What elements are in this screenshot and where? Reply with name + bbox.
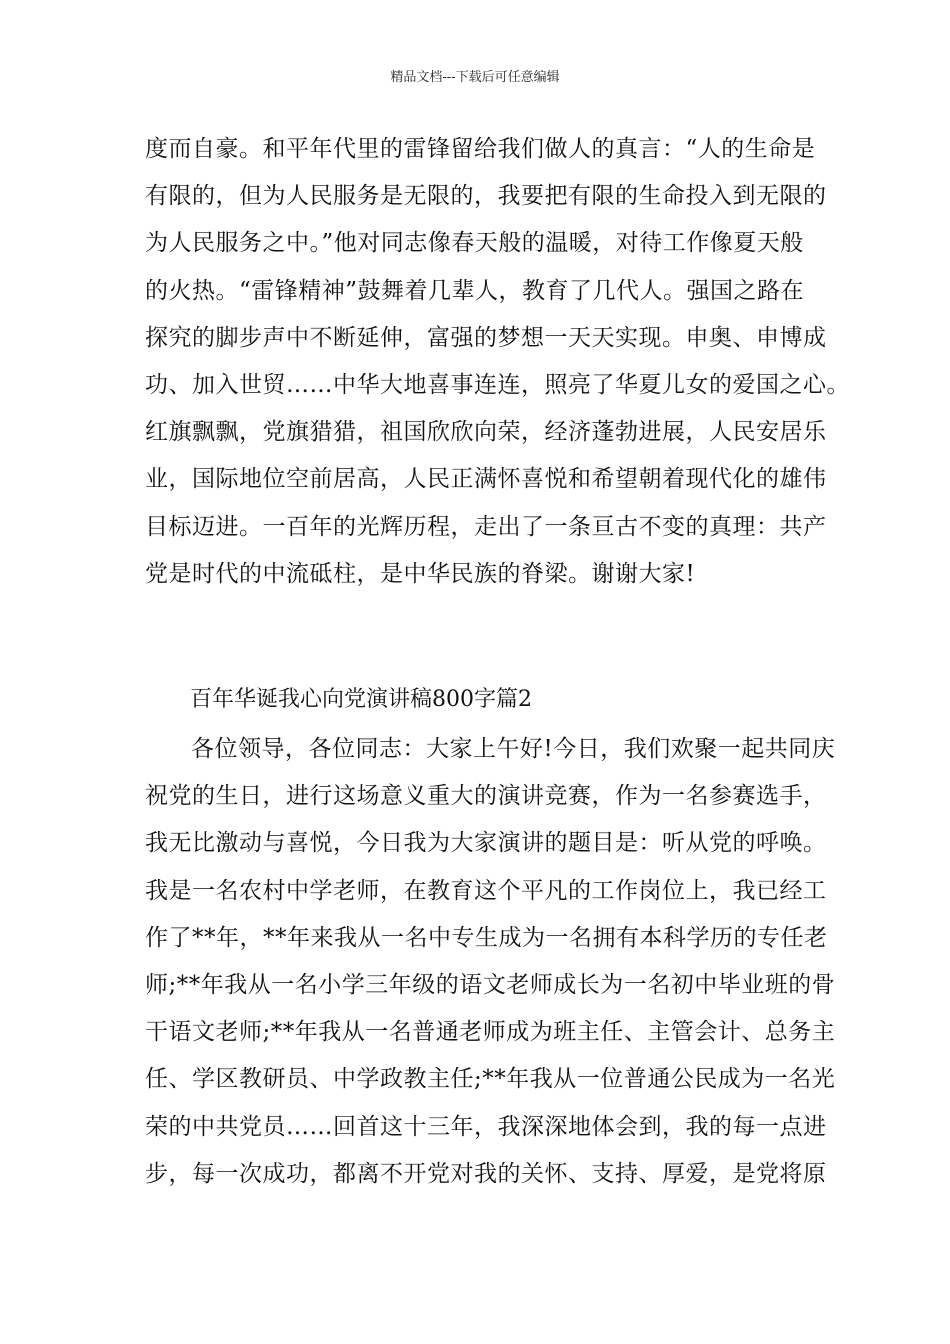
- text-line: 的火热。“雷锋精神”鼓舞着几辈人，教育了几代人。强国之路在: [145, 277, 805, 304]
- text-line: 作了**年，**年来我从一名中专生成为一名拥有本科学历的专任老: [145, 924, 828, 951]
- text-line: 步，每一次成功，都离不开党对我的关怀、支持、厚爱，是党将原: [145, 1160, 827, 1187]
- text-line: 党是时代的中流砥柱，是中华民族的脊梁。谢谢大家!: [145, 560, 696, 587]
- paragraph-section2: [145, 726, 836, 1198]
- text-line: 任、学区教研员、中学政教主任;**年我从一位普通公民成为一名光: [145, 1066, 836, 1093]
- text-line: 我是一名农村中学老师，在教育这个平凡的工作岗位上，我已经工: [145, 877, 827, 904]
- text-line: 我无比激动与喜悦，今日我为大家演讲的题目是：听从党的呼唤。: [145, 830, 827, 857]
- page-header: 精品文档---下载后可任意编辑: [390, 70, 560, 85]
- text-line: 各位领导，各位同志：大家上午好!今日，我们欢聚一起共同庆: [191, 736, 836, 762]
- text-line: 有限的，但为人民服务是无限的，我要把有限的生命投入到无限的: [145, 183, 827, 210]
- paragraph-section1: [145, 126, 850, 598]
- text-line: 为人民服务之中。”他对同志像春天般的温暖，对待工作像夏天般: [145, 230, 804, 257]
- text-line: 师;**年我从一名小学三年级的语文老师成长为一名初中毕业班的骨: [145, 971, 836, 998]
- text-line: 荣的中共党员……回首这十三年，我深深地体会到，我的每一点进: [145, 1113, 827, 1140]
- text-line: 目标迈进。一百年的光辉历程，走出了一条亘古不变的真理：共产: [145, 513, 827, 540]
- section-title: 百年华诞我心向党演讲稿800字篇2: [190, 687, 532, 712]
- text-line: 度而自豪。和平年代里的雷锋留给我们做人的真言：“人的生命是: [145, 136, 816, 162]
- text-line: 红旗飘飘，党旗猎猎，祖国欣欣向荣，经济蓬勃进展，人民安居乐: [145, 419, 827, 446]
- text-line: 功、加入世贸……中华大地喜事连连，照亮了华夏儿女的爱国之心。: [145, 371, 850, 398]
- text-line: 干语文老师;**年我从一名普通老师成为班主任、主管会计、总务主: [145, 1019, 836, 1046]
- text-line: 业，国际地位空前居高，人民正满怀喜悦和希望朝着现代化的雄伟: [145, 466, 827, 493]
- text-line: 祝党的生日，进行这场意义重大的演讲竞赛，作为一名参赛选手，: [145, 783, 827, 810]
- text-line: 探究的脚步声中不断延伸，富强的梦想一天天实现。申奥、申博成: [145, 324, 827, 351]
